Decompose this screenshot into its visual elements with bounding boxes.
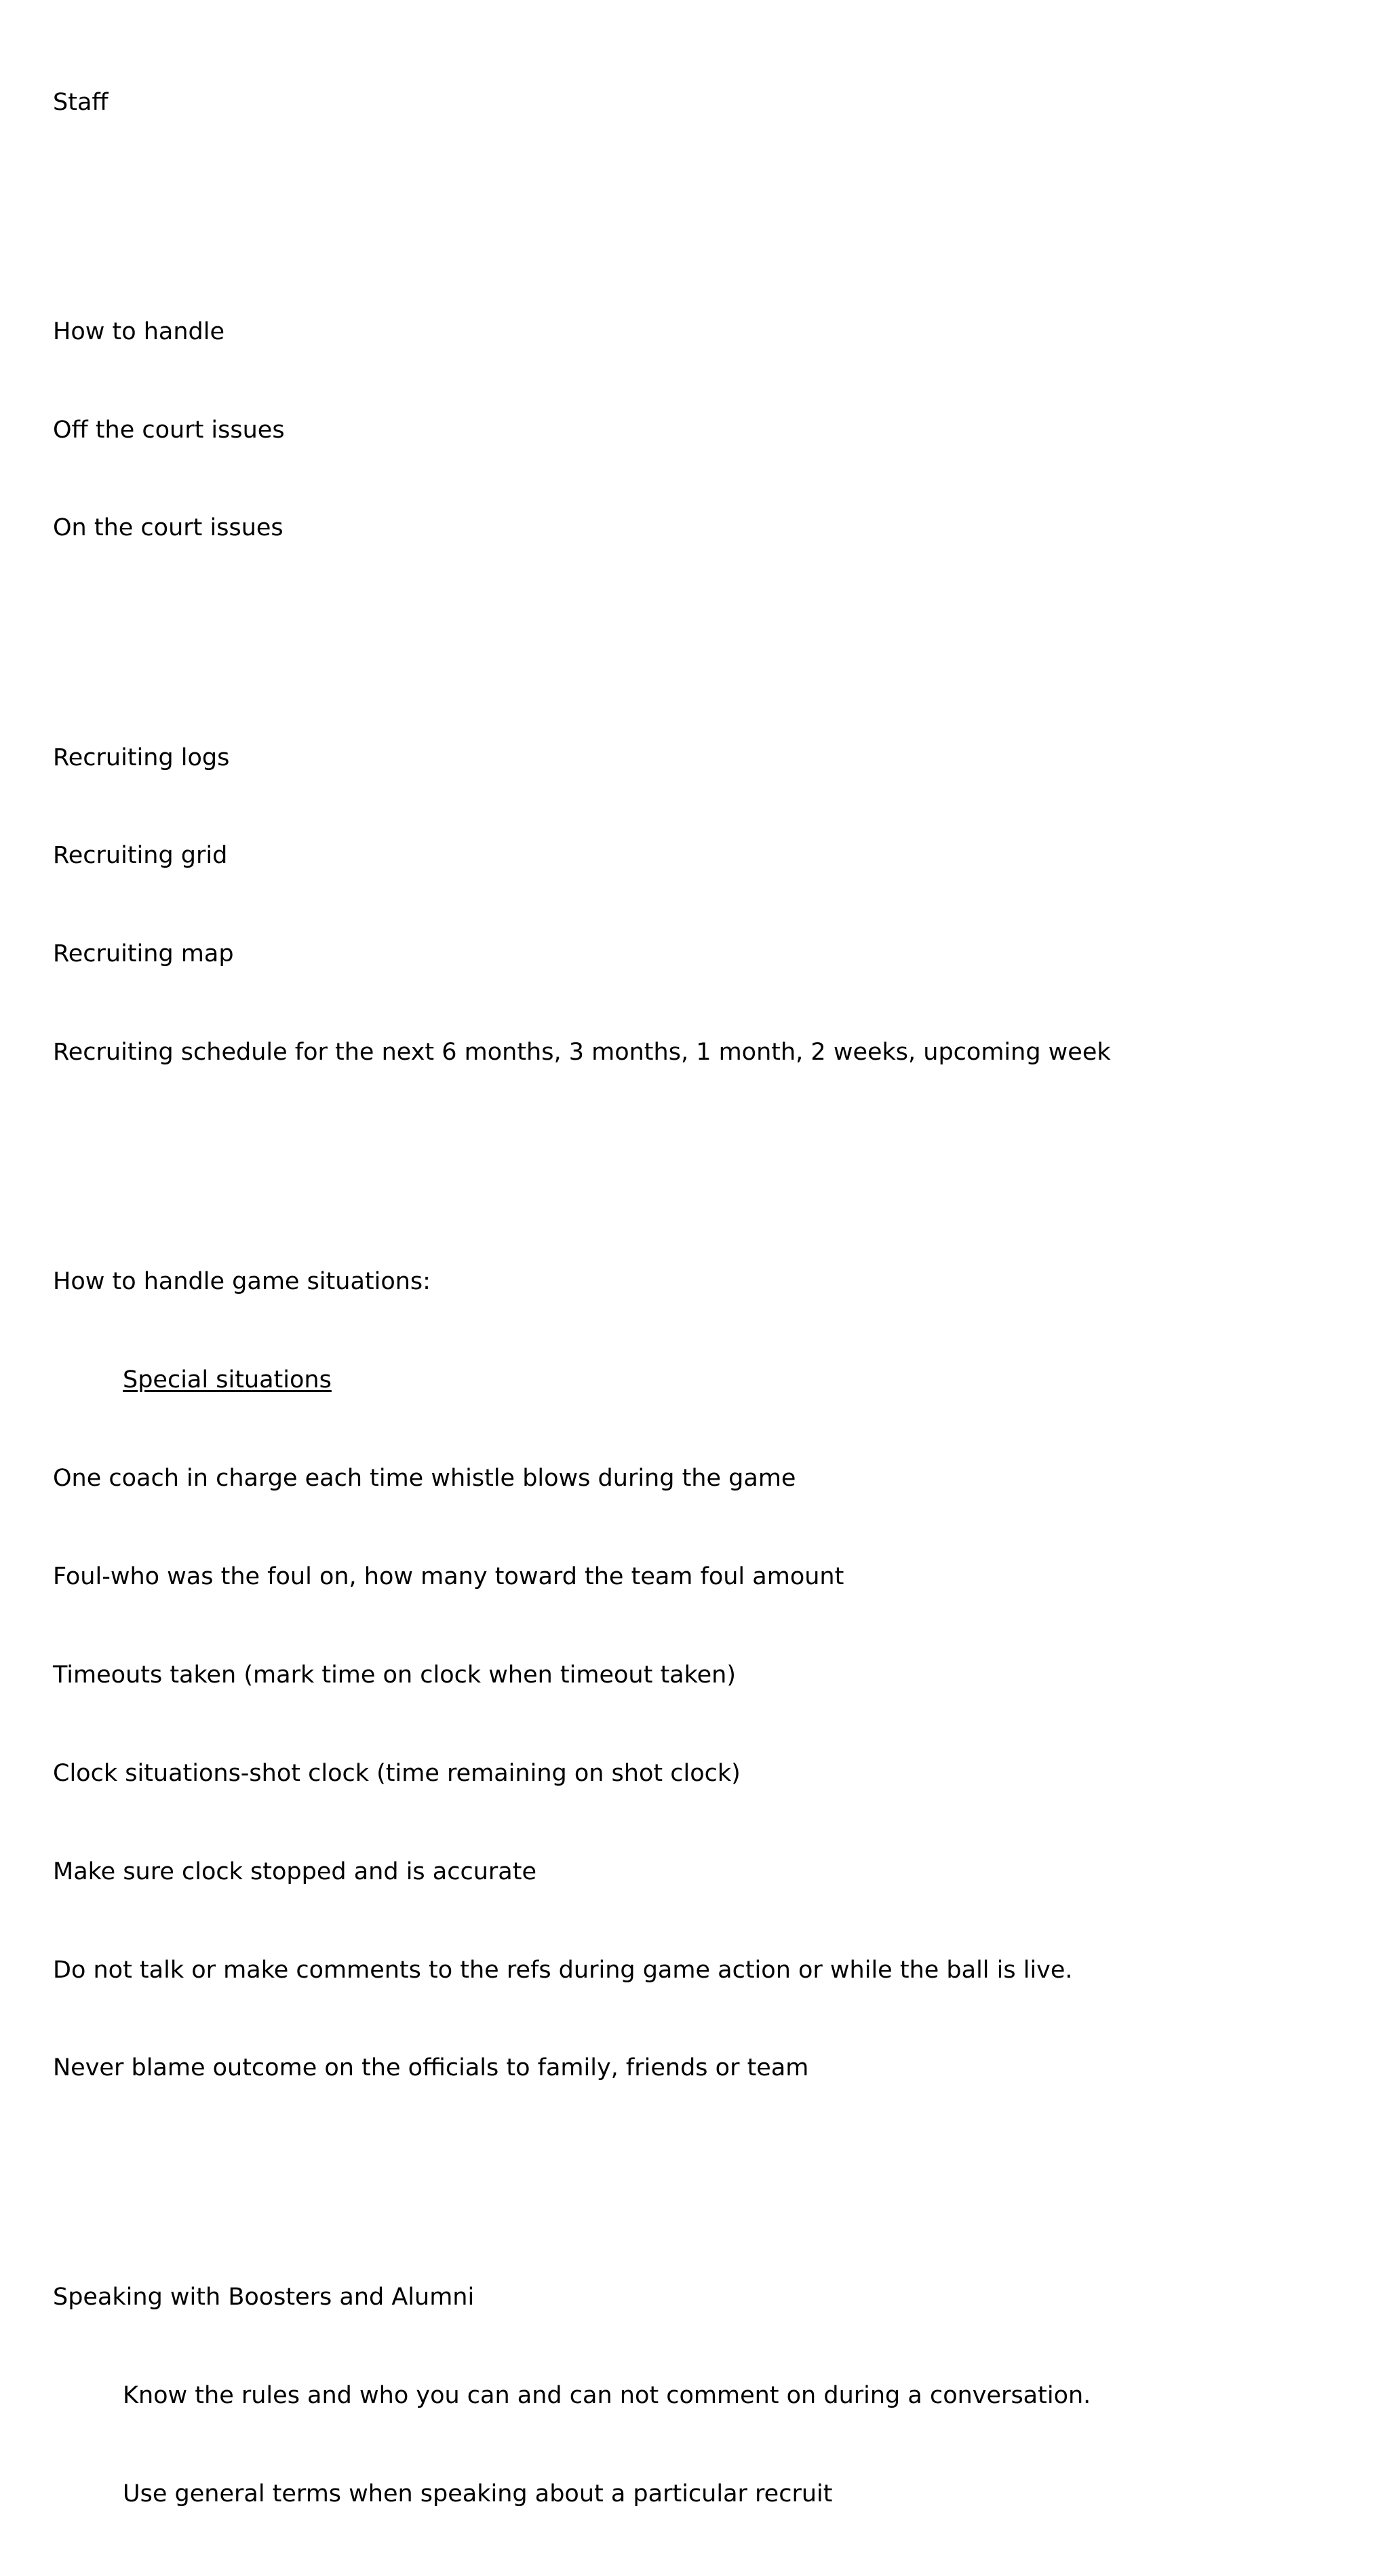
staff-heading: Staff (53, 88, 109, 116)
game-situations-heading: How to handle game situations: (53, 1268, 431, 1296)
game-situation-line-5: Make sure clock stopped and is accurate (53, 1858, 536, 1885)
document-body (53, 20, 1342, 2576)
boosters-line-2: Use general terms when speaking about a particular recruit (123, 2480, 833, 2508)
game-situation-line-6: Do not talk or make comments to the refs during game action or while the ball is live. (53, 1956, 1073, 1984)
spacer (53, 610, 1342, 642)
boosters-line-1: Know the rules and who you can and can not comment on during a conversation. (123, 2382, 1091, 2410)
recruiting-line-4: Recruiting schedule for the next 6 months, 3 months, 1 month, 2 weeks, upcoming week (53, 1039, 1111, 1066)
game-situation-line-7: Never blame outcome on the officials to family, friends or team (53, 2054, 809, 2082)
recruiting-line-3: Recruiting map (53, 940, 234, 968)
game-situation-line-2: Foul-who was the foul on, how many toward the team foul amount (53, 1562, 844, 1590)
handling-line-3: On the court issues (53, 514, 283, 542)
spacer (53, 2150, 1342, 2183)
special-situations-subheading (53, 1364, 1342, 1396)
recruiting-line-2: Recruiting grid (53, 842, 228, 870)
spacer (53, 184, 1342, 216)
handling-line-2: Off the court issues (53, 416, 285, 444)
special-situations-label: Special situations (123, 1366, 332, 1394)
game-situation-line-1: One coach in charge each time whistle blows during the game (53, 1465, 796, 1493)
boosters-heading: Speaking with Boosters and Alumni (53, 2284, 475, 2311)
spacer (53, 1134, 1342, 1167)
game-situation-line-3: Timeouts taken (mark time on clock when timeout taken) (53, 1661, 737, 1689)
recruiting-line-1: Recruiting logs (53, 744, 230, 771)
handling-line-1: How to handle (53, 318, 225, 345)
game-situation-line-4: Clock situations-shot clock (time remaining on shot clock) (53, 1759, 741, 1787)
